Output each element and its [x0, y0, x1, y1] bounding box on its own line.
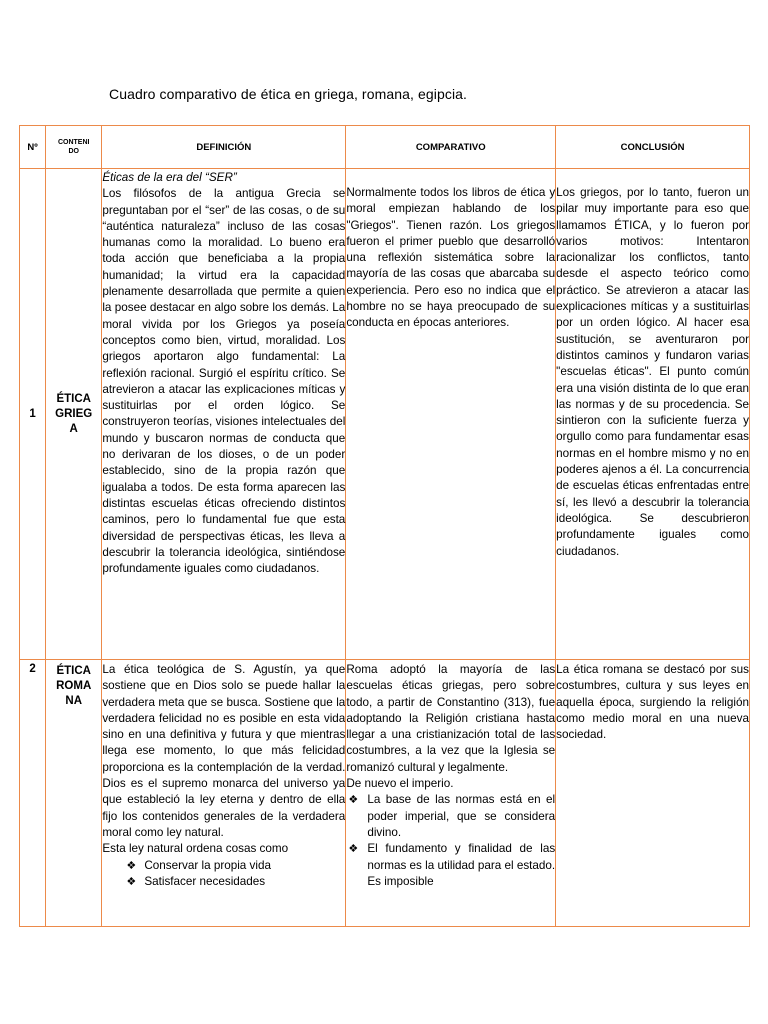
list-item-text: Conservar la propia vida [144, 858, 271, 872]
conclusion-cell [556, 660, 750, 927]
header-definicion: DEFINICIÓN [102, 126, 346, 169]
row-label-text: ÉTICA ROMANA [56, 665, 92, 707]
list-item-text: El fundamento y finalidad de las normas es la utilidad para el estado. Es imposible [367, 842, 556, 888]
definition-extra: Esta ley natural ordena cosas como [102, 842, 289, 856]
header-num: Nº [20, 126, 46, 169]
list-item [346, 841, 555, 890]
document-title: Cuadro comparativo de ética en griega, romana, egipcia. [109, 86, 468, 102]
header-contenido [46, 126, 102, 169]
row-number-text: 2 [29, 663, 36, 675]
comparison-table [19, 125, 750, 927]
row-number [20, 660, 46, 927]
row-label-text: ÉTICA GRIEGA [55, 392, 93, 435]
definition-text: La ética teológica de S. Agustín, ya que sostiene que en Dios solo se puede hallar la verdadera meta que se busca. Sostiene que la verdadera felicidad no es posible en esta vida sino en una definitiva y futura y que mientras llega ese momento, lo que más felicidad proporciona es la contemplación de la verdad. Dios es el supremo monarca del universo ya que estableció la ley eterna y dentro de ella fijo los contenidos generales de la verdadera moral como ley natural. [102, 663, 346, 839]
header-comparativo: COMPARATIVO [346, 126, 556, 169]
diamond-bullet-icon: ❖ [126, 875, 137, 888]
diamond-bullet-icon: ❖ [348, 794, 359, 807]
definition-bullets [102, 858, 345, 891]
definition-subtitle: Éticas de la era del “SER” [102, 171, 237, 184]
list-item-text: Satisfacer necesidades [144, 874, 266, 888]
header-contenido-label: CONTENIDO [57, 139, 90, 155]
table-row [20, 169, 750, 660]
comparative-text: Roma adoptó la mayoría de las escuelas éticas griegas, pero sobre todo, a partir de Constantino (313), fue adoptando la Religión cristiana hasta llegar a una cristianización total de las costumbres, a la vez que la Iglesia se romanizó cultural y legalmente. [346, 663, 556, 774]
diamond-bullet-icon: ❖ [348, 843, 359, 856]
definition-text: Los filósofos de la antigua Grecia se preguntaban por el “ser” de las cosas, o de su “auténtica naturaleza” incluso de las cosas humanas como la moralidad. Lo bueno era toda acción que beneficiaba a la propia humanidad; la virtud era la capacidad plenamente desarrollada que permite a quien la posee destacar en algo sobre los demás. La moral vivida por los Griegos ya poseía conceptos como bien, virtud, moralidad. Los griegos aportaron algo fundamental: La reflexión racional. Surgió el espíritu crítico. Se atrevieron a atacar las explicaciones míticas y sustituirlas por el orden lógico. Se construyeron teorías, visiones intelectuales del mundo y buscaron normas de conducta que no derivaran de los dioses, o de un poder establecido, sino de la propia razón que igualaba a todos. De esta forma aparecen las distintas escuelas éticas ofreciendo distintos caminos, pero lo fundamental fue que esta diversidad de perspectivas éticas, les lleva a descubrir la tolerancia ideológica, sintiéndose profundamente iguales como ciudadanos. [102, 187, 346, 576]
conclusion-cell [556, 169, 750, 660]
conclusion-text: Los griegos, por lo tanto, fueron un pilar muy importante para eso que llamamos ÉTICA, y lo fueron por varios motivos: Intentaron racionalizar los conflictos, tanto desde el aspecto teórico como práctico. Se atrevieron a atacar las explicaciones míticas y a sustituirlas por un orden lógico. Al hacer esa sustitución, se aventuraron por distintos caminos y fundaron varias "escuelas éticas". El punto común era una visión distinta de lo que eran las normas y de su procedencia. Se sintieron con la suficiente fuerza y orgullo como para fundamentar esas normas en el hombre mismo y no en poderes ajenos a él. La concurrencia de escuelas éticas enfrentadas entre sí, les llevó a descubrir la tolerancia ideológica. Se descubrieron profundamente iguales como ciudadanos. [556, 186, 749, 558]
list-item [102, 858, 345, 874]
table-row [20, 660, 750, 927]
comparative-bullets [346, 792, 555, 890]
table-header-row [20, 126, 750, 169]
list-item [102, 874, 345, 890]
diamond-bullet-icon: ❖ [126, 859, 137, 872]
comparative-text: Normalmente todos los libros de ética y moral empiezan hablando de los "Griegos". Tienen razón. Los griegos fueron el primer pueblo que desarrolló una reflexión sistemática sobre la mayoría de las cosas que abarcaba su experiencia. Pero eso no indica que el hombre no se haya preocupado de su conducta en épocas anteriores. [346, 186, 556, 330]
comparative-extra: De nuevo el imperio. [346, 777, 454, 791]
comparative-cell [346, 169, 556, 660]
row-label [46, 169, 102, 660]
row-number: 1 [20, 169, 46, 660]
definition-cell [102, 169, 346, 660]
header-conclusion: CONCLUSIÓN [556, 126, 750, 169]
row-label [46, 660, 102, 927]
conclusion-text: La ética romana se destacó por sus costumbres, cultura y sus leyes en aquella época, surgiendo la religión como medio moral en una nueva sociedad. [556, 663, 749, 742]
definition-cell [102, 660, 346, 927]
list-item-text: La base de las normas está en el poder imperial, que se considera divino. [367, 793, 556, 839]
comparative-cell [346, 660, 556, 927]
list-item [346, 792, 555, 841]
